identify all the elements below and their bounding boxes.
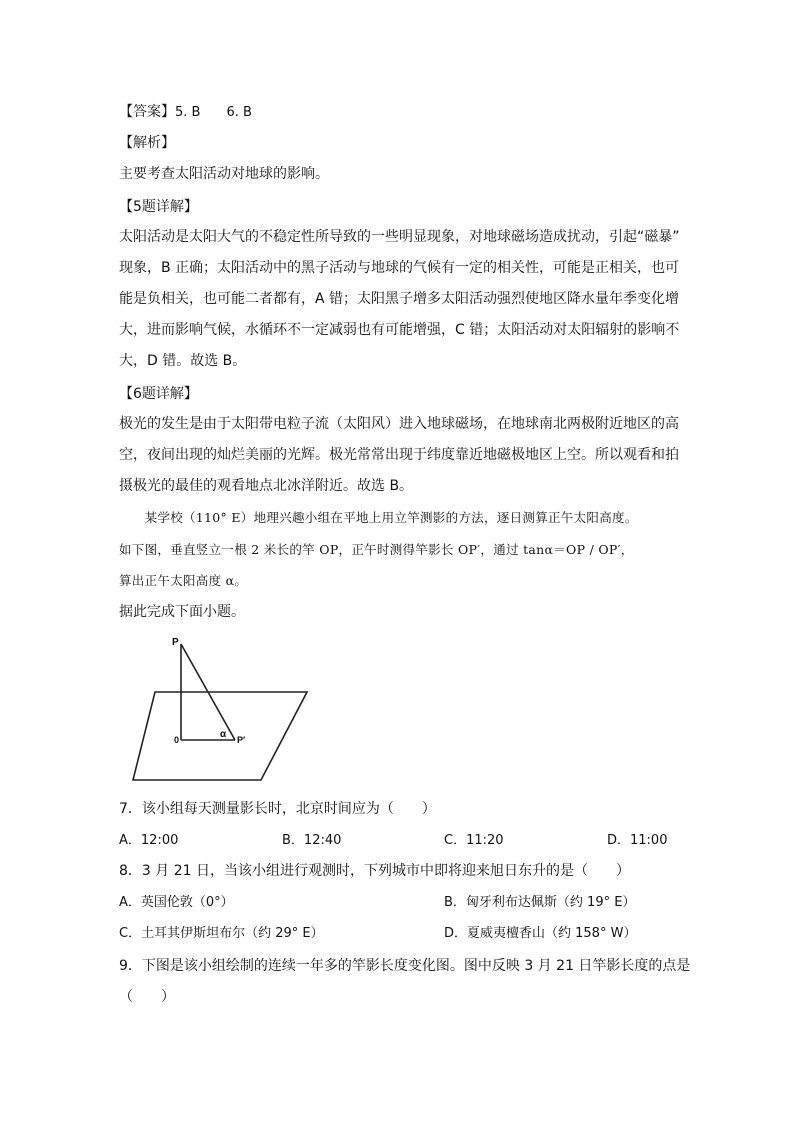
- q5-explanation-line: 太阳活动是太阳大气的不稳定性所导致的一些明显现象，对地球磁场造成扰动，引起“磁暴”: [119, 229, 680, 245]
- answer-value: 5. B 6. B: [175, 105, 252, 120]
- q9-stem-answer-blank: （ ）: [119, 989, 175, 1005]
- q7-option-d[interactable]: D．11:00: [607, 833, 668, 848]
- q6-explanation-line: 摄极光的最佳的观看地点北冰洋附近。故选 B。: [119, 478, 414, 494]
- material-line: 如下图，垂直竖立一根 2 米长的竿 OP，正午时测得竿影长 OP′，通过 tanα＝OP / OP′，: [119, 542, 634, 557]
- q8-option-b[interactable]: B．匈牙利布达佩斯（约 19° E）: [444, 895, 636, 910]
- summary-text: 主要考查太阳活动对地球的影响。: [119, 166, 329, 182]
- q7-option-b[interactable]: B．12:40: [282, 833, 342, 848]
- pole-shadow-diagram: [125, 630, 315, 785]
- q5-explanation-line: 能是负相关，也可能二者都有，A 错；太阳黑子增多太阳活动强烈使地区降水量年季变化增: [119, 291, 680, 307]
- material-line: 算出正午太阳高度 α。: [119, 573, 248, 588]
- q7-stem: 7．该小组每天测量影长时，北京时间应为（ ）: [119, 801, 436, 817]
- material-instruction: 据此完成下面小题。: [119, 604, 245, 620]
- q6-explanation-line: 极光的发生是由于太阳带电粒子流（太阳风）进入地球磁场，在地球南北两极附近地区的高: [119, 416, 679, 432]
- label-p: P: [172, 637, 179, 648]
- q9-stem: 9．下图是该小组绘制的连续一年多的竿影长度变化图。图中反映 3 月 21 日竿影长度的点是: [119, 958, 691, 974]
- q7-option-c[interactable]: C．11:20: [444, 833, 504, 848]
- analysis-label: 【解析】: [119, 135, 175, 151]
- answer-line: [119, 103, 252, 122]
- q7-option-a[interactable]: A．12:00: [119, 833, 179, 848]
- label-o: 0: [174, 735, 180, 745]
- q5-explanation-line: 大，进而影响气候，水循环不一定减弱也有可能增强，C 错；太阳活动对太阳辐射的影响不: [119, 322, 680, 338]
- label-alpha: α: [220, 729, 227, 740]
- q8-option-d[interactable]: D．夏威夷檀香山（约 158° W）: [444, 926, 637, 941]
- q6-explanation-line: 空，夜间出现的灿烂美丽的光辉。极光常常出现于纬度靠近地磁极地区上空。所以观看和拍: [119, 447, 679, 463]
- label-p-prime: P′: [237, 735, 246, 745]
- q6-heading: 【6题详解】: [119, 386, 198, 402]
- q8-option-a[interactable]: A．英国伦敦（0°）: [119, 895, 234, 910]
- answer-label: 【答案】: [119, 104, 175, 120]
- material-line: 某学校（110° E）地理兴趣小组在平地上用立竿测影的方法，逐日测算正午太阳高度。: [119, 510, 638, 525]
- q5-explanation-line: 大，D 错。故选 B。: [119, 353, 247, 369]
- q5-explanation-line: 现象，B 正确；太阳活动中的黑子活动与地球的气候有一定的相关性，可能是正相关，也可: [119, 260, 680, 276]
- q5-heading: 【5题详解】: [119, 199, 198, 215]
- q8-stem: 8．3 月 21 日，当该小组进行观测时，下列城市中即将迎来旭日东升的是（ ）: [119, 863, 630, 879]
- q8-option-c[interactable]: C．土耳其伊斯坦布尔（约 29° E）: [119, 926, 324, 941]
